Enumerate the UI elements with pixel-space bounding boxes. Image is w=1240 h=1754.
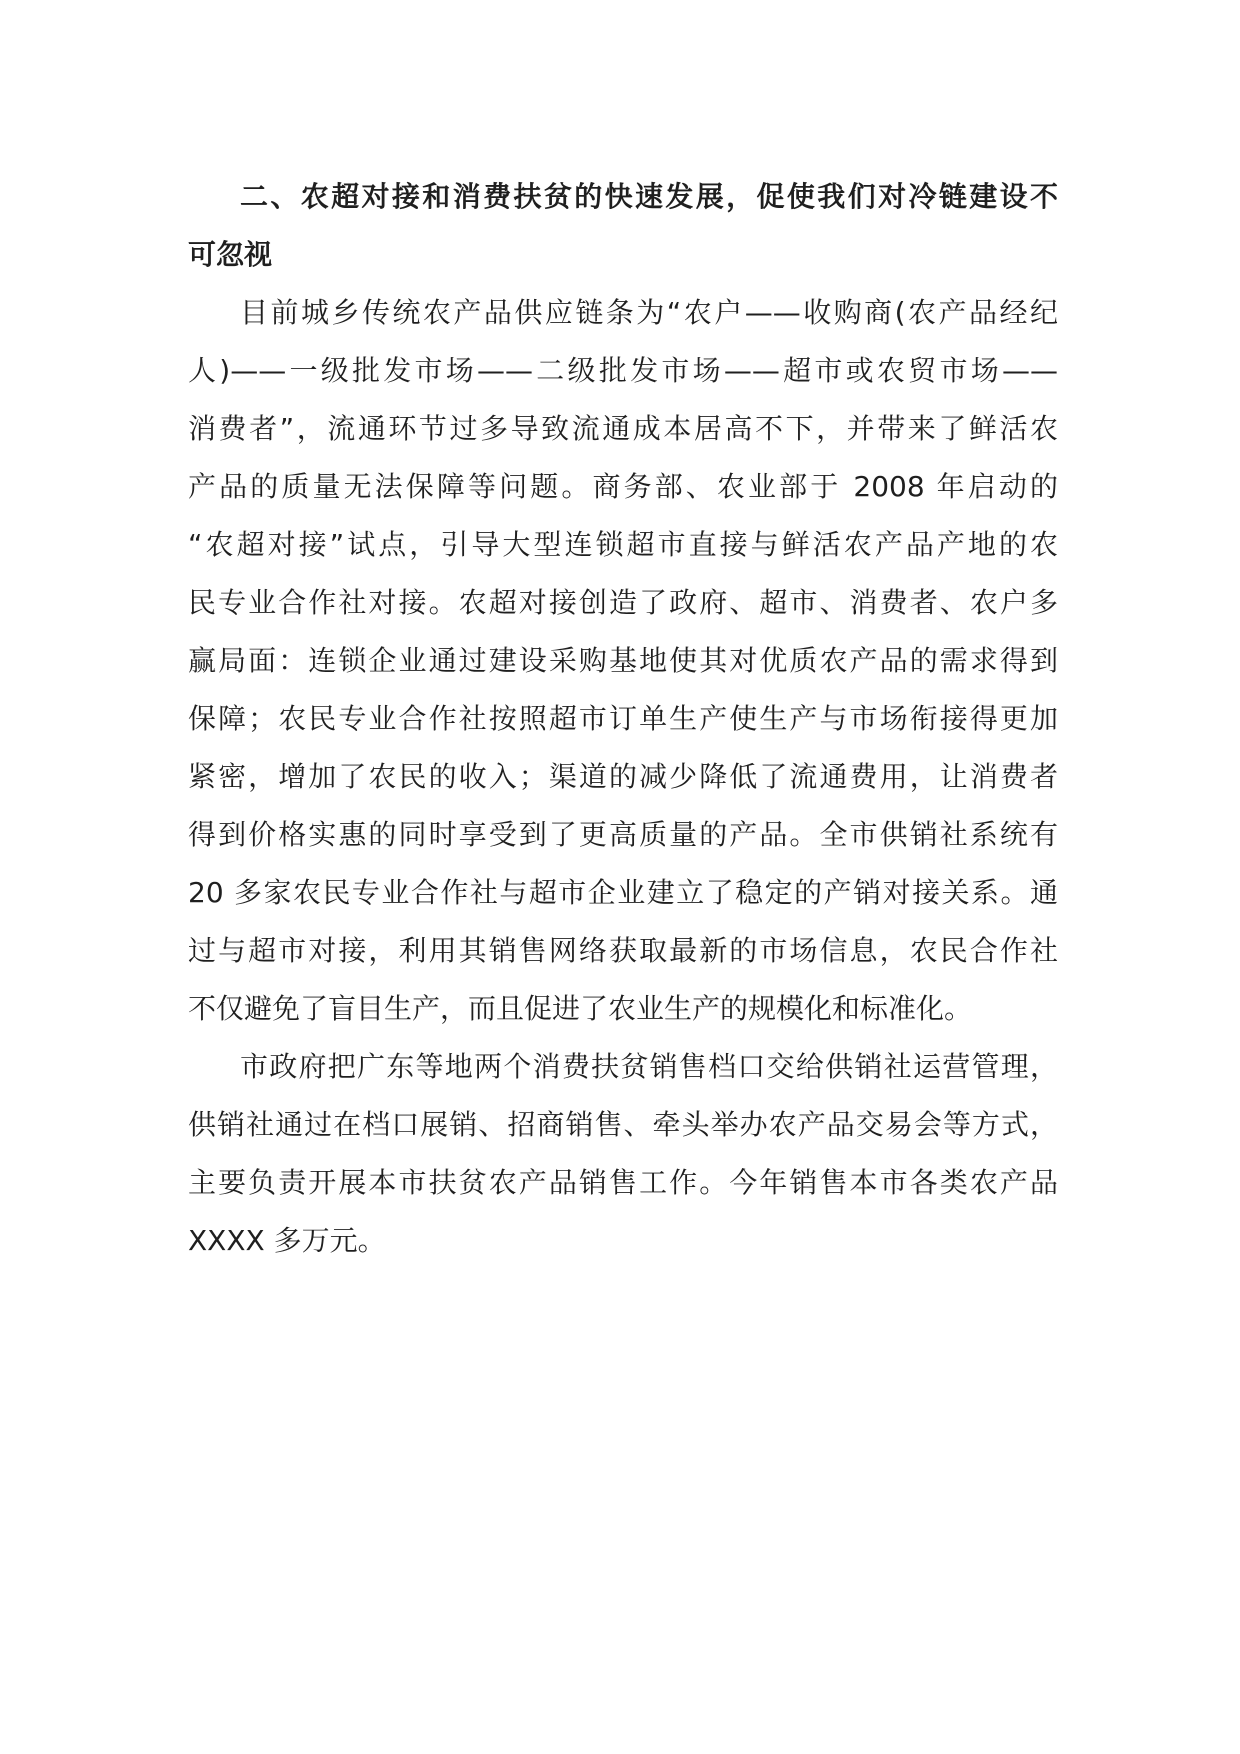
paragraph-1-line-11: 20 多家农民专业合作社与超市企业建立了稳定的产销对接关系。通 [188,876,1058,909]
paragraph-2-line-3: 主要负责开展本市扶贫农产品销售工作。今年销售本市各类农产品 [188,1166,1058,1199]
paragraph-2-line-2: 供销社通过在档口展销、招商销售、牵头举办农产品交易会等方式， [188,1108,1058,1141]
paragraph-1-line-10: 得到价格实惠的同时享受到了更高质量的产品。全市供销社系统有 [188,818,1058,851]
paragraph-1-line-13: 不仅避免了盲目生产，而且促进了农业生产的规模化和标准化。 [188,992,973,1025]
paragraph-1-line-12: 过与超市对接，利用其销售网络获取最新的市场信息，农民合作社 [188,934,1058,967]
paragraph-2-line-1: 市政府把广东等地两个消费扶贫销售档口交给供销社运营管理， [240,1050,1058,1083]
paragraph-1-line-9: 紧密，增加了农民的收入；渠道的减少降低了流通费用，让消费者 [188,760,1058,793]
paragraph-1-line-2: 人)——一级批发市场——二级批发市场——超市或农贸市场—— [188,354,1058,387]
paragraph-1-line-8: 保障；农民专业合作社按照超市订单生产使生产与市场衔接得更加 [188,702,1058,735]
section-heading-line-2: 可忽视 [188,238,273,271]
section-heading-line-1: 二、农超对接和消费扶贫的快速发展，促使我们对冷链建设不 [240,180,1058,213]
paragraph-1-line-1: 目前城乡传统农产品供应链条为“农户——收购商(农产品经纪 [240,296,1058,329]
paragraph-1-line-5: “农超对接”试点，引导大型连锁超市直接与鲜活农产品产地的农 [188,528,1058,561]
paragraph-1-line-4: 产品的质量无法保障等问题。商务部、农业部于 2008 年启动的 [188,470,1058,503]
paragraph-2-line-4: XXXX 多万元。 [188,1224,386,1257]
paragraph-1-line-7: 赢局面：连锁企业通过建设采购基地使其对优质农产品的需求得到 [188,644,1058,677]
paragraph-1-line-3: 消费者”，流通环节过多导致流通成本居高不下，并带来了鲜活农 [188,412,1058,445]
paragraph-1-line-6: 民专业合作社对接。农超对接创造了政府、超市、消费者、农户多 [188,586,1058,619]
